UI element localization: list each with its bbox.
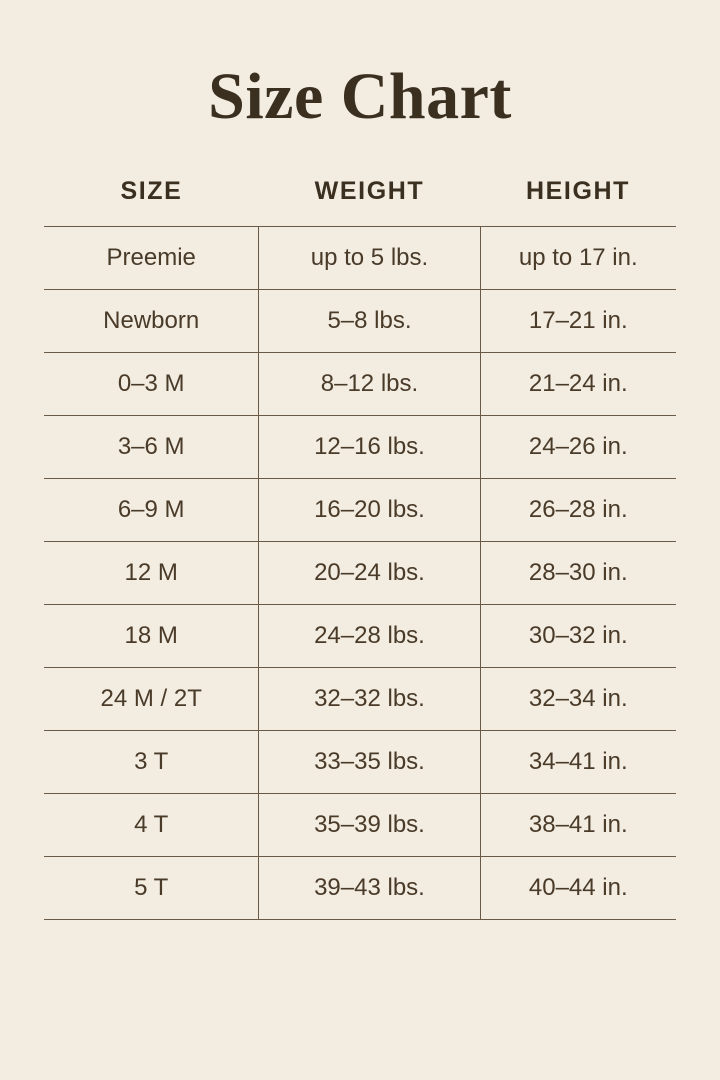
cell-weight: 12–16 lbs. xyxy=(259,416,480,479)
cell-size: 12 M xyxy=(44,542,259,605)
cell-size: 5 T xyxy=(44,857,259,920)
table-body xyxy=(44,227,676,920)
cell-height: 38–41 in. xyxy=(480,794,676,857)
cell-weight: 35–39 lbs. xyxy=(259,794,480,857)
cell-height: 34–41 in. xyxy=(480,731,676,794)
cell-height: 24–26 in. xyxy=(480,416,676,479)
size-chart-container xyxy=(44,131,676,920)
table-row xyxy=(44,668,676,731)
cell-size: 3 T xyxy=(44,731,259,794)
cell-weight: 33–35 lbs. xyxy=(259,731,480,794)
column-header-height: HEIGHT xyxy=(526,177,631,206)
table-row xyxy=(44,731,676,794)
table-row xyxy=(44,353,676,416)
cell-weight: 32–32 lbs. xyxy=(259,668,480,731)
cell-size: 18 M xyxy=(44,605,259,668)
cell-height: 28–30 in. xyxy=(480,542,676,605)
cell-height: 21–24 in. xyxy=(480,353,676,416)
table-header xyxy=(44,177,676,227)
cell-weight: 8–12 lbs. xyxy=(259,353,480,416)
cell-height: 40–44 in. xyxy=(480,857,676,920)
table-header-row xyxy=(44,177,676,227)
cell-height: 30–32 in. xyxy=(480,605,676,668)
table-row xyxy=(44,794,676,857)
cell-weight: 20–24 lbs. xyxy=(259,542,480,605)
cell-weight: 5–8 lbs. xyxy=(259,290,480,353)
table-row xyxy=(44,857,676,920)
table-row xyxy=(44,227,676,290)
page-title: Size Chart xyxy=(208,60,512,133)
cell-size: 24 M / 2T xyxy=(44,668,259,731)
table-row xyxy=(44,542,676,605)
table-row xyxy=(44,416,676,479)
table-row xyxy=(44,479,676,542)
cell-weight: 16–20 lbs. xyxy=(259,479,480,542)
cell-size: Preemie xyxy=(44,227,259,290)
cell-height: 32–34 in. xyxy=(480,668,676,731)
cell-height: 26–28 in. xyxy=(480,479,676,542)
cell-weight: 24–28 lbs. xyxy=(259,605,480,668)
table-row xyxy=(44,605,676,668)
cell-weight: up to 5 lbs. xyxy=(259,227,480,290)
cell-height: 17–21 in. xyxy=(480,290,676,353)
table-row xyxy=(44,290,676,353)
cell-height: up to 17 in. xyxy=(480,227,676,290)
cell-size: 6–9 M xyxy=(44,479,259,542)
cell-size: Newborn xyxy=(44,290,259,353)
size-chart-table xyxy=(44,177,676,920)
cell-weight: 39–43 lbs. xyxy=(259,857,480,920)
column-header-weight: WEIGHT xyxy=(314,177,425,206)
cell-size: 3–6 M xyxy=(44,416,259,479)
cell-size: 0–3 M xyxy=(44,353,259,416)
column-header-size: SIZE xyxy=(120,177,183,206)
cell-size: 4 T xyxy=(44,794,259,857)
